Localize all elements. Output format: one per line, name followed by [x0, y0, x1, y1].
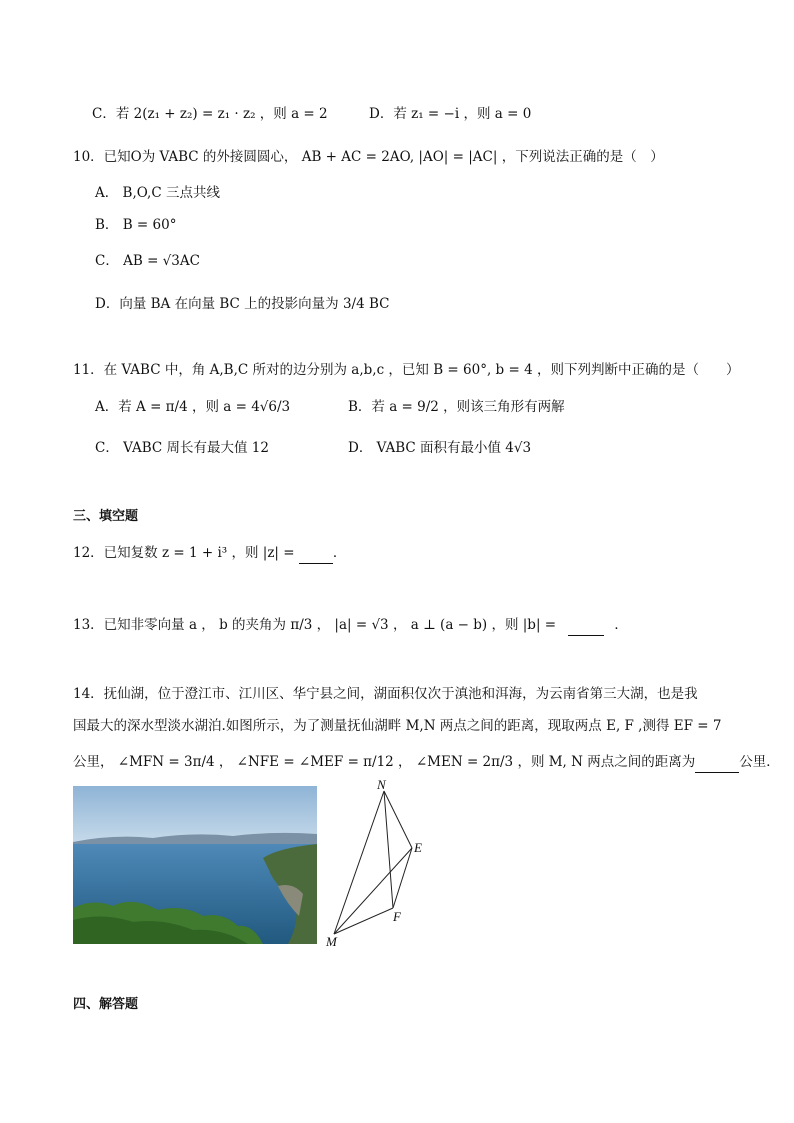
- label-m: M: [326, 934, 337, 949]
- lake-photo: [73, 786, 317, 944]
- q12-answer-blank[interactable]: [299, 543, 333, 564]
- q13-answer-blank[interactable]: [568, 615, 604, 636]
- label-f: F: [393, 909, 401, 924]
- q13-stem: 13．已知非零向量 a ， b 的夹角为 π/3 ， |a| = √3 ， a ⊥ (a − b) ，则 |b| =: [73, 617, 561, 633]
- q11-option-d: D． VABC 面积有最小值 4√3: [348, 440, 532, 456]
- q10-option-d: D．向量 BA 在向量 BC 上的投影向量为 3/4 BC: [95, 296, 390, 312]
- q11-option-b: B．若 a = 9/2 ，则该三角形有两解: [348, 399, 565, 415]
- q13-end: ．: [614, 617, 628, 633]
- q14-line-1: 14．抚仙湖，位于澄江市、江川区、华宁县之间，湖面积仅次于滇池和洱海，为云南省第三大湖，也是我: [73, 686, 698, 702]
- q10-option-a: A． B,O,C 三点共线: [95, 185, 220, 201]
- quadrilateral-figure: [320, 776, 440, 960]
- q10-option-c: C． AB = √3AC: [95, 253, 200, 269]
- q11-option-c: C． VABC 周长有最大值 12: [95, 440, 269, 456]
- q11-option-a: A．若 A = π/4 ，则 a = 4√6/3: [95, 399, 291, 415]
- q9-option-d: D．若 z₁ = −i ，则 a = 0: [369, 106, 532, 122]
- q13-question: [73, 615, 628, 636]
- section-fill-in-heading: 三、填空题: [73, 509, 139, 524]
- q14-line-3-end: 公里．: [739, 754, 780, 770]
- q14-answer-blank[interactable]: [695, 752, 739, 773]
- q14-line-3: [73, 752, 780, 773]
- q11-stem: 11．在 VABC 中，角 A,B,C 所对的边分别为 a,b,c ，已知 B = 60°, b = 4 ，则下列判断中正确的是（ ）: [73, 362, 740, 378]
- q10-stem: 10．已知O为 VABC 的外接圆圆心， AB + AC = 2AO, |AO| = |AC| ，下列说法正确的是（ ）: [73, 149, 664, 165]
- label-e: E: [414, 840, 422, 855]
- section-answer-heading: 四、解答题: [73, 997, 139, 1012]
- q12-end: ．: [332, 545, 347, 561]
- q10-option-b: B． B = 60°: [95, 217, 177, 233]
- quadrilateral-diagram: [320, 776, 440, 956]
- label-n: N: [377, 777, 386, 792]
- lake-photo-image: [73, 786, 317, 944]
- q12-stem: 12．已知复数 z = 1 + i³ ，则 |z| =: [73, 545, 299, 561]
- q14-line-3-text: 公里， ∠MFN = 3π/4 ， ∠NFE = ∠MEF = π/12 ， ∠MEN = 2π/3 ，则 M, N 两点之间的距离为: [73, 754, 696, 770]
- q12-question: [73, 543, 346, 564]
- q9-option-c: C．若 2(z₁ + z₂) = z₁ · z₂ ，则 a = 2: [92, 106, 328, 122]
- q14-line-2: 国最大的深水型淡水湖泊.如图所示，为了测量抚仙湖畔 M,N 两点之间的距离，现取两点 E, F ,测得 EF = 7: [73, 718, 722, 734]
